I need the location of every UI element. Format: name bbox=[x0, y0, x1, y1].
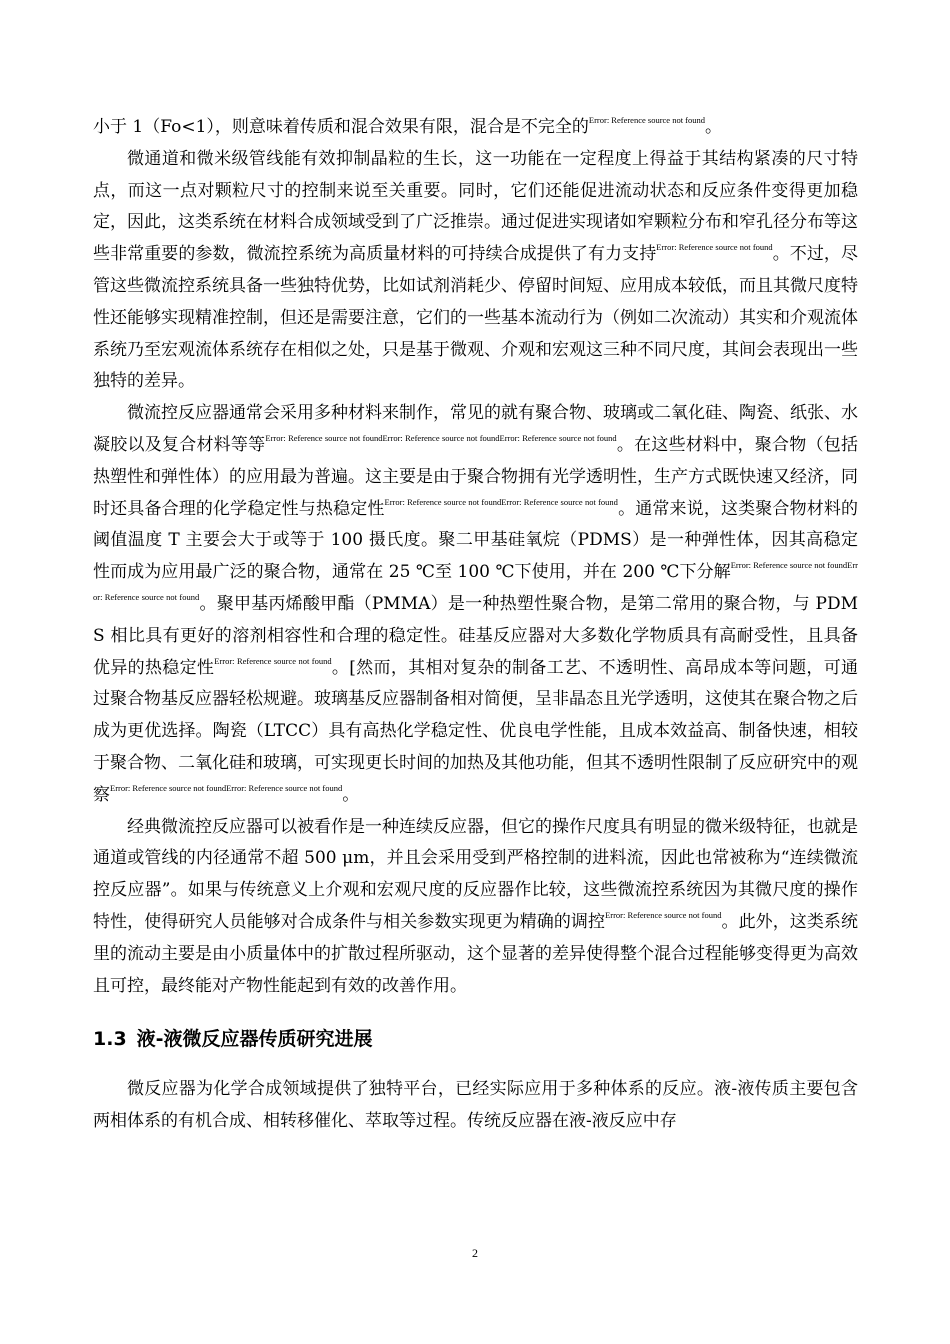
paragraph-text: 微通道和微米级管线能有效抑制晶粒的生长，这一功能在一定程度上得益于其结构紧凑的尺寸特点，而这一点对颗粒尺寸的控制来说至关重要。同时，它们还能促进流动状态和反应条件变得更加稳定，因此，这类系统在材料合成领域受到了广泛推崇。通过促进实现诸如窄颗粒分布和窄孔径分布等这些非常重要的参数，微流控系统为高质量材料的可持续合成提供了有力支持 bbox=[93, 148, 858, 265]
paragraph-text: 微反应器为化学合成领域提供了独特平台，已经实际应用于多种体系的反应。液-液传质主要包含两相体系的有机合成、相转移催化、萃取等过程。传统反应器在液-液反应中存 bbox=[93, 1079, 858, 1132]
paragraph-text: 。在这些材料中，聚合物（包括热塑性和弹性体）的应用最为普遍。这主要是由于聚合物拥有光学透明性，生产方式既快速又经济，同时还具备合理的化学稳定性与热稳定性 bbox=[93, 434, 859, 519]
paragraph-text: 。通常来说，这类聚合物材料的阈值温度 T 主要会大于或等于 100 摄氏度。聚二甲基硅氧烷（PDMS）是一种弹性体，因其高稳定性而成为应用最广泛的聚合物，通常在 25 ℃至 100 ℃下使用，并在 200 ℃下分解 bbox=[93, 498, 859, 583]
paragraph-text: 微流控反应器通常会采用多种材料来制作，常见的就有聚合物、玻璃或二氧化硅、陶瓷、纸张、水凝胶以及复合材料等等 bbox=[93, 403, 858, 455]
paragraph-text: 。此外，这类系统里的流动主要是由小质量体中的扩散过程所驱动，这个显著的差异使得整个混合过程能够变得更为高效且可控，最终能对产物性能起到有效的改善作用。 bbox=[93, 911, 859, 996]
paragraph-text: 。 bbox=[342, 784, 360, 805]
section-title: 液-液微反应器传质研究进展 bbox=[136, 1028, 373, 1051]
paragraph-text: 。聚甲基丙烯酸甲酯（PMMA）是一种热塑性聚合物，是第二常用的聚合物，与 PDMS 相比具有更好的溶剂相容性和合理的稳定性。硅基反应器对大多数化学物质具有高耐受性，且具备优异的热稳定性 bbox=[93, 593, 859, 678]
paragraph-text: 。[然而，其相对复杂的制备工艺、不透明性、高昂成本等问题，可通过聚合物基反应器轻松规避。玻璃基反应器制备相对简便，呈非晶态且光学透明，这使其在聚合物之后成为更优选择。陶瓷（LTCC）具有高热化学稳定性、优良电学性能，且成本效益高、制备快速，相较于聚合物、二氧化硅和玻璃，可实现更长时间的加热及其他功能，但其不透明性限制了反应研究中的观察 bbox=[93, 657, 859, 805]
paragraph-p2 bbox=[93, 144, 858, 398]
reference-error-note: Error: Reference source not found bbox=[605, 909, 722, 920]
paragraph-text: 小于 1（Fo<1），则意味着传质和混合效果有限，混合是不完全的 bbox=[93, 117, 589, 137]
reference-error-note: Error: Reference source not found bbox=[588, 115, 706, 125]
paragraph-p4 bbox=[93, 812, 858, 1003]
paragraph-text: 。不过，尽管这些微流控系统具备一些独特优势，比如试剂消耗少、停留时间短、应用成本较低，而且其微尺度特性还能够实现精准控制，但还是需要注意，它们的一些基本流动行为（例如二次流动）其实和介观流体系统乃至宏观流体系统存在相似之处，只是基于微观、介观和宏观这三种不同尺度，其间会表现出一些独特的差异。 bbox=[93, 244, 858, 392]
reference-error-note: Error: Reference source not foundError: Reference source not found bbox=[93, 560, 858, 602]
reference-error-note: Error: Reference source not foundError: Reference source not found bbox=[384, 496, 618, 507]
paragraph-p5 bbox=[93, 1074, 858, 1138]
page-number: 2 bbox=[472, 1246, 478, 1260]
reference-error-note: Error: Reference source not found bbox=[656, 242, 773, 253]
section-number: 1.3 bbox=[93, 1028, 127, 1051]
section-paragraphs bbox=[93, 1074, 858, 1138]
reference-error-note: Error: Reference source not found bbox=[214, 655, 332, 666]
paragraph-text: 经典微流控反应器可以被看作是一种连续反应器，但它的操作尺度具有明显的微米级特征，也就是通道或管线的内径通常不超 500 μm，并且会采用受到严格控制的进料流，因此也常被称为“连续微流控反应器”。如果与传统意义上介观和宏观尺度的反应器作比较，这些微流控系统因为其微尺度的操作特性，使得研究人员能够对合成条件与相关参数实现更为精确的调控 bbox=[93, 816, 858, 932]
paragraph-text: 。 bbox=[705, 117, 723, 137]
page-body bbox=[93, 112, 858, 1138]
section-heading bbox=[93, 1024, 858, 1054]
paragraph-p1 bbox=[93, 112, 858, 144]
body-paragraphs bbox=[93, 112, 858, 1002]
reference-error-note: Error: Reference source not foundError: Reference source not found bbox=[110, 782, 343, 793]
reference-error-note: Error: Reference source not foundError: Reference source not foundError: Reference source not found bbox=[265, 432, 617, 443]
paragraph-p3 bbox=[93, 398, 858, 811]
